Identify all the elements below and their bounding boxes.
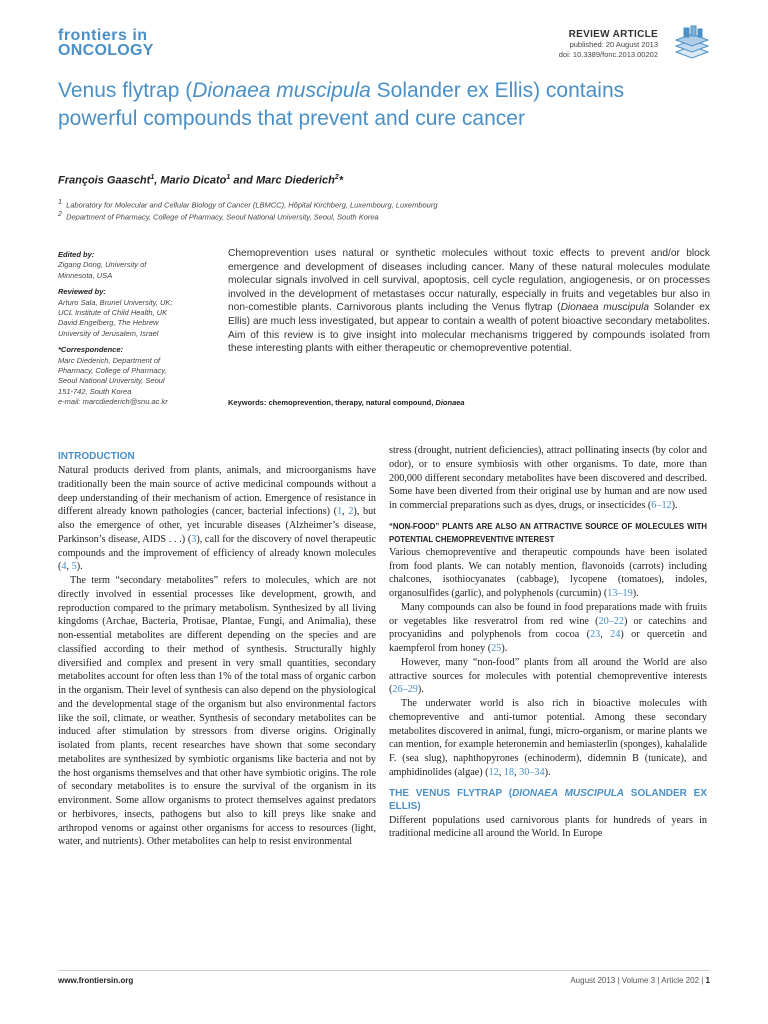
paragraph: Different populations used carnivorous plants for hundreds of years in traditional medicine all around the World. In Europe <box>389 814 707 840</box>
journal-url-link[interactable]: www.frontiersin.org <box>58 976 134 985</box>
reviewer-line: Arturo Sala, Brunel University, UK; <box>58 297 173 307</box>
reviewer-line: David Engelberg, The Hebrew <box>58 318 159 328</box>
affiliation: $^1$ Laboratory for Molecular and Cellular Biology of Cancer (LBMCC), Hôpital Kirchberg, Luxembourg, Luxembourg <box>58 199 438 210</box>
reviewer-line: University of Jerusalem, Israel <box>58 328 159 338</box>
citation-link[interactable]: 25 <box>491 643 502 654</box>
body-column-left <box>58 450 376 849</box>
paragraph: stress (drought, nutrient deficiencies), attract pollinating insects (by color and odor), or to ensure symbiosis with other organisms. To date, more than 200,000 different secondary metabolites have been discovered and described. Some have been diverted from their original use by human and are now used in commercial preparations such as dyes, drugs, or insecticides (6–12). <box>389 445 707 511</box>
citation-link[interactable]: 12 <box>488 766 499 778</box>
citation-link[interactable]: 23 <box>590 629 601 641</box>
author-name: François Gaascht <box>58 174 151 187</box>
paragraph: However, many “non-food” plants from all around the World are also attractive sources for molecules with potential chemopreventive interests (26–29). <box>389 656 707 696</box>
citation-link[interactable]: 1 <box>337 506 343 518</box>
published-date: published: 20 August 2013 <box>569 40 658 49</box>
article-type: REVIEW ARTICLE <box>568 29 658 40</box>
paragraph: The underwater world is also rich in bioactive molecules with chemopreventive and anti-tumor potential. Among these secondary metabolites discovered in animal, fungi, micro-organism, or marine plants we can mention, for example heteronemin and hemiasterlin (sponges), kahalalide F. (sea slug), naphthopyrones (echinoderm), didemnin B (tunicate), and amphidinolides (algae) (12, 18, 30–34). <box>389 698 707 778</box>
reviewed-by-heading: Reviewed by: <box>58 287 106 297</box>
editor-line: Zigang Dong, University of <box>58 260 147 270</box>
citation-link[interactable]: 4 <box>61 561 67 573</box>
keywords: Keywords: chemoprevention, therapy, natural compound, Dionaea <box>228 398 465 407</box>
editor-line: Minnesota, USA <box>58 270 113 280</box>
author-name: Marc Diederich <box>255 174 335 187</box>
body-column-right <box>389 444 707 841</box>
citation-link[interactable]: 30–34 <box>519 766 545 778</box>
reviewer-line: UCL Institute of Child Health, UK <box>58 308 168 318</box>
author-list: François Gaascht$^1$, Mario Dicato$^1$ and Marc Diederich$^2$* <box>58 174 344 187</box>
journal-name-line1: frontiers in <box>58 27 148 44</box>
paragraph: Many compounds can also be found in food preparations made with fruits or vegetables like resveratrol from red wine (20–22) or catechins and procyanidins and polyphenols from cocoa (23, 24) or quercetin and kaempferol from honey (25). <box>389 601 707 654</box>
correspondence-line: Seoul National University, Seoul <box>58 376 165 386</box>
footer-divider <box>58 970 710 971</box>
citation-link[interactable]: 3 <box>191 533 197 545</box>
edited-by-heading: Edited by: <box>58 250 95 259</box>
affiliation: $^2$ Department of Pharmacy, College of Pharmacy, Seoul National University, Seoul, South Korea <box>58 211 379 222</box>
layered-stack-icon <box>672 24 712 62</box>
section-heading-non-food-plants: “NON-FOOD” PLANTS ARE ALSO AN ATTRACTIVE SOURCE OF MOLECULES WITH POTENTIAL CHEMOPREVENTIVE INTEREST <box>389 521 707 544</box>
citation-link[interactable]: 2 <box>348 506 354 518</box>
section-heading-introduction: INTRODUCTION <box>58 451 135 462</box>
citation-link[interactable]: 26–29 <box>392 684 418 696</box>
editorial-sidebar <box>58 250 208 408</box>
citation-link[interactable]: 20–22 <box>598 615 624 627</box>
paragraph: Various chemopreventive and therapeutic compounds have been isolated from food plants. We can notably mention, flavonoids (carrots) including chalcones, isothiocyanates (cabbage), lycopene (tomatoes), indoles, organosulfides (garlic), and polyphenols (curcumin) (13–19). <box>389 546 707 599</box>
citation-link[interactable]: 24 <box>610 629 621 641</box>
abstract: Chemoprevention uses natural or synthetic molecules without toxic effects to prevent and/or block emergence and development of diseases including cancer. Many of these natural molecules modulate molecular signals involved in cell survival, apoptosis, cell cycle regulation, angiogenesis, or on processes involved in the development of metastases occur naturally, especially in fruits and vegetables bur also in non-comestible plants. Carnivorous plants including the Venus flytrap (Dionaea muscipula Solander ex Ellis) are much less investigated, but appear to contain a wealth of potent bioactive secondary metabolites. Aim of this review is to give insight into molecular mechanisms triggered by compounds isolated from these interesting plants with either therapeutic or chemopreventive potential. <box>228 248 710 355</box>
paragraph: The term “secondary metabolites” refers to molecules, which are not directly involved in essential processes like development, growth, and reproduction compared to the primary metabolism. Synthesized by all living kingdoms (Archae, Bacteria, Protisae, Plantae, Fungi, and Animalia), these non-essential metabolites are different depending on the species and are classified according to their method of synthesis. Structurally highly diversified and complex and present in very small quantities, secondary metabolites account for often less than 1% of the total mass of organic carbon in the organism. Their level of synthesis can also depend on the physiological and the developmental stage of the organism but also environmental factors like the soil, climate, or weather. Synthesis of secondary metabolites can be induced after stimulation by stressors from diverse origins. Originally isolated from plants, recent researches have shown that some secondary metabolites are synthesized by symbiotic organisms like bacteria and not by the host organisms themselves and that other have symbiotic origins. The role of secondary metabolites is to ensure the survival of the organism in its environment. Some allow organisms to protect themselves against predators or herbivores, insects, pathogens but also to kill preys like snake and arthropod venoms or against other organisms for access to resources (light, water, and nutrients). Other metabolites can help to resist environmental <box>58 575 376 848</box>
correspondence-heading: *Correspondence: <box>58 345 124 355</box>
article-meta <box>559 29 658 60</box>
author-name: Mario Dicato <box>160 174 227 187</box>
citation-link[interactable]: 18 <box>503 766 515 778</box>
citation-link[interactable]: 6–12 <box>651 500 672 511</box>
page-number: 1 <box>705 976 710 985</box>
correspondence-line: 151-742, South Korea <box>58 386 132 396</box>
correspondence-line: Pharmacy, College of Pharmacy, <box>58 366 167 376</box>
paragraph: Natural products derived from plants, animals, and microorganisms have traditionally been the main source of active medicinal compounds without a deep understanding of their mechanism of action. Emergence of resistance in different already known pathologies (cancer, bacterial infections) (1, 2), but also the emergence of other, yet incurable diseases (Alzheimer’s disease, Parkinson’s disease, AIDS . . .) (3), call for the discovery of novel therapeutic compounds and the improvement of efficiency of already known molecules (4, 5). <box>58 465 377 573</box>
correspondence-line: Marc Diederich, Department of <box>58 355 161 365</box>
doi: doi: 10.3389/fonc.2013.00202 <box>558 50 658 59</box>
citation-link[interactable]: 5 <box>71 561 77 573</box>
journal-logo <box>58 28 168 58</box>
citation-link[interactable]: 13–19 <box>607 588 633 599</box>
issue-info: August 2013 | Volume 3 | Article 202 | 1 <box>570 976 710 985</box>
correspondence-email[interactable]: e-mail: marcdiederich@snu.ac.kr <box>58 397 168 407</box>
journal-name-line2: ONCOLOGY <box>58 42 154 59</box>
article-title: Venus flytrap (Dionaea muscipula Solander ex Ellis) contains powerful compounds that prevent and cure cancer <box>58 79 625 130</box>
section-heading-venus-flytrap: THE VENUS FLYTRAP (DIONAEA MUSCIPULA SOLANDER EX ELLIS) <box>389 787 707 812</box>
